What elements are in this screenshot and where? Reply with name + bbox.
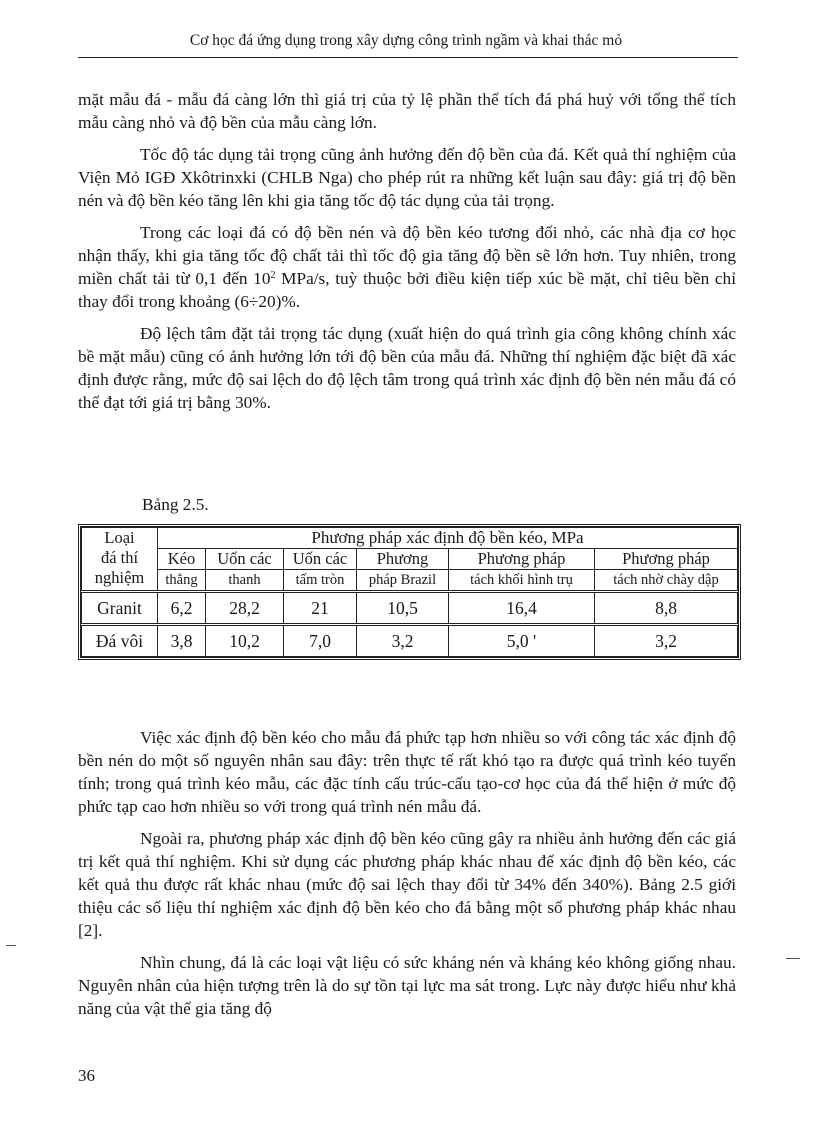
table-cell: 3,2 — [357, 625, 449, 657]
table-cell: 8,8 — [595, 592, 738, 625]
table-cell: 3,2 — [595, 625, 738, 657]
scan-mark-right — [786, 958, 800, 959]
column-header: tấm tròn — [284, 570, 357, 592]
paragraph: Nhìn chung, đá là các loại vật liệu có sức kháng nén và kháng kéo không giống nhau. Nguyên nhân của hiện tượng trên là do sự tồn tại lực ma sát trong. Lực này được hiểu như khả năng của vật thể gia tăng độ — [78, 953, 736, 1018]
table-caption: Bảng 2.5. — [142, 495, 209, 514]
column-header: Phương pháp — [595, 549, 738, 570]
row-label: Đá vôi — [82, 625, 158, 657]
row-header-line: nghiệm — [94, 568, 145, 587]
scan-mark-left — [6, 945, 16, 946]
table-cell: 3,8 — [158, 625, 206, 657]
paragraph-text: MPa/s, tuỳ thuộc bởi điều kiện tiếp xúc bề mặt, chỉ tiêu bền chỉ thay đổi trong khoảng (6÷20)%. — [78, 269, 736, 311]
body-text-top — [78, 88, 736, 423]
table-cell: 21 — [284, 592, 357, 625]
paragraph: Việc xác định độ bền kéo cho mẫu đá phức tạp hơn nhiều so với công tác xác định độ bền nén do một số nguyên nhân sau đây: trên thực tế rất khó tạo ra được quá trình kéo tuyến tính; trong quá trình kéo mẫu, các đặc tính cấu trúc-cấu tạo-cơ học của đá thể hiện ở mức độ phức tạp cao hơn nhiều so với trong quá trình nén mẫu đá. — [78, 728, 736, 816]
table-cell: 10,5 — [357, 592, 449, 625]
table-cell: 5,0 ' — [449, 625, 595, 657]
paragraph: Tốc độ tác dụng tải trọng cũng ảnh hưởng đến độ bền của đá. Kết quả thí nghiệm của Viện Mỏ IGĐ Xkôtrinxki (CHLB Nga) cho phép rút ra những kết luận sau đây: giá trị độ bền nén và độ bền kéo tăng lên khi gia tăng tốc độ tác dụng của tải trọng. — [78, 145, 736, 210]
table-cell: 28,2 — [206, 592, 284, 625]
table-cell: 7,0 — [284, 625, 357, 657]
paragraph: Ngoài ra, phương pháp xác định độ bền kéo cũng gây ra nhiều ảnh hưởng đến các giá trị kết quả thí nghiệm. Khi sử dụng các phương pháp khác nhau để xác định độ bền kéo, các kết quả thu được rất khác nhau (mức độ sai lệch thay đổi từ 34% đến 340%). Bảng 2.5 giới thiệu các số liệu thí nghiệm xác định độ bền kéo cho đá bằng một số phương pháp khác nhau [2]. — [78, 829, 736, 940]
column-header: tách khối hình trụ — [449, 570, 595, 592]
column-header: Phương pháp — [449, 549, 595, 570]
paragraph: Độ lệch tâm đặt tải trọng tác dụng (xuất hiện do quá trình gia công không chính xác bề mặt mẫu) cũng có ảnh hưởng lớn tới độ bền của mẫu đá. Những thí nghiệm đặc biệt đã xác định được rằng, mức độ sai lệch do độ lệch tâm trong quá trình xác định độ bền nén mẫu đá có thể đạt tới giá trị bằng 30%. — [78, 324, 736, 412]
row-header-line: Loại — [104, 528, 135, 547]
column-header: Uốn các — [206, 549, 284, 570]
table-cell: 16,4 — [449, 592, 595, 625]
body-text-bottom — [78, 726, 736, 1029]
data-table — [81, 527, 738, 657]
row-header-cell — [82, 528, 158, 592]
column-header: Uốn các — [284, 549, 357, 570]
group-header: Phương pháp xác định độ bền kéo, MPa — [158, 528, 738, 549]
row-header-line: đá thí — [100, 548, 139, 567]
column-header: thanh — [206, 570, 284, 592]
paragraph — [78, 221, 736, 313]
column-header: thẳng — [158, 570, 206, 592]
header-rule — [78, 57, 738, 58]
column-header: tách nhờ chày dập — [595, 570, 738, 592]
table-cell: 10,2 — [206, 625, 284, 657]
column-header: Kéo — [158, 549, 206, 570]
column-header: pháp Brazil — [357, 570, 449, 592]
column-header: Phương — [357, 549, 449, 570]
page-header: Cơ học đá ứng dụng trong xây dựng công trình ngầm và khai thác mỏ — [189, 32, 623, 49]
table-cell: 6,2 — [158, 592, 206, 625]
paragraph-text: Trong các loại đá có độ bền nén và độ bền kéo tương đối nhỏ, các nhà địa cơ học nhận thấy, khi gia tăng tốc độ chất tải thì tốc độ gia tăng độ bền sẽ lớn hơn. Tuy nhiên, trong miền chất tải từ 0,1 đến 10 — [78, 223, 736, 288]
page-number: 36 — [78, 1066, 95, 1085]
paragraph: mặt mẫu đá - mẫu đá càng lớn thì giá trị của tỷ lệ phần thể tích đá phá huỷ với tổng thể tích mẫu càng nhỏ và độ bền của mẫu càng lớn. — [78, 90, 736, 132]
data-table-frame — [78, 524, 741, 660]
row-label: Granit — [82, 592, 158, 625]
superscript: 2 — [270, 270, 276, 281]
